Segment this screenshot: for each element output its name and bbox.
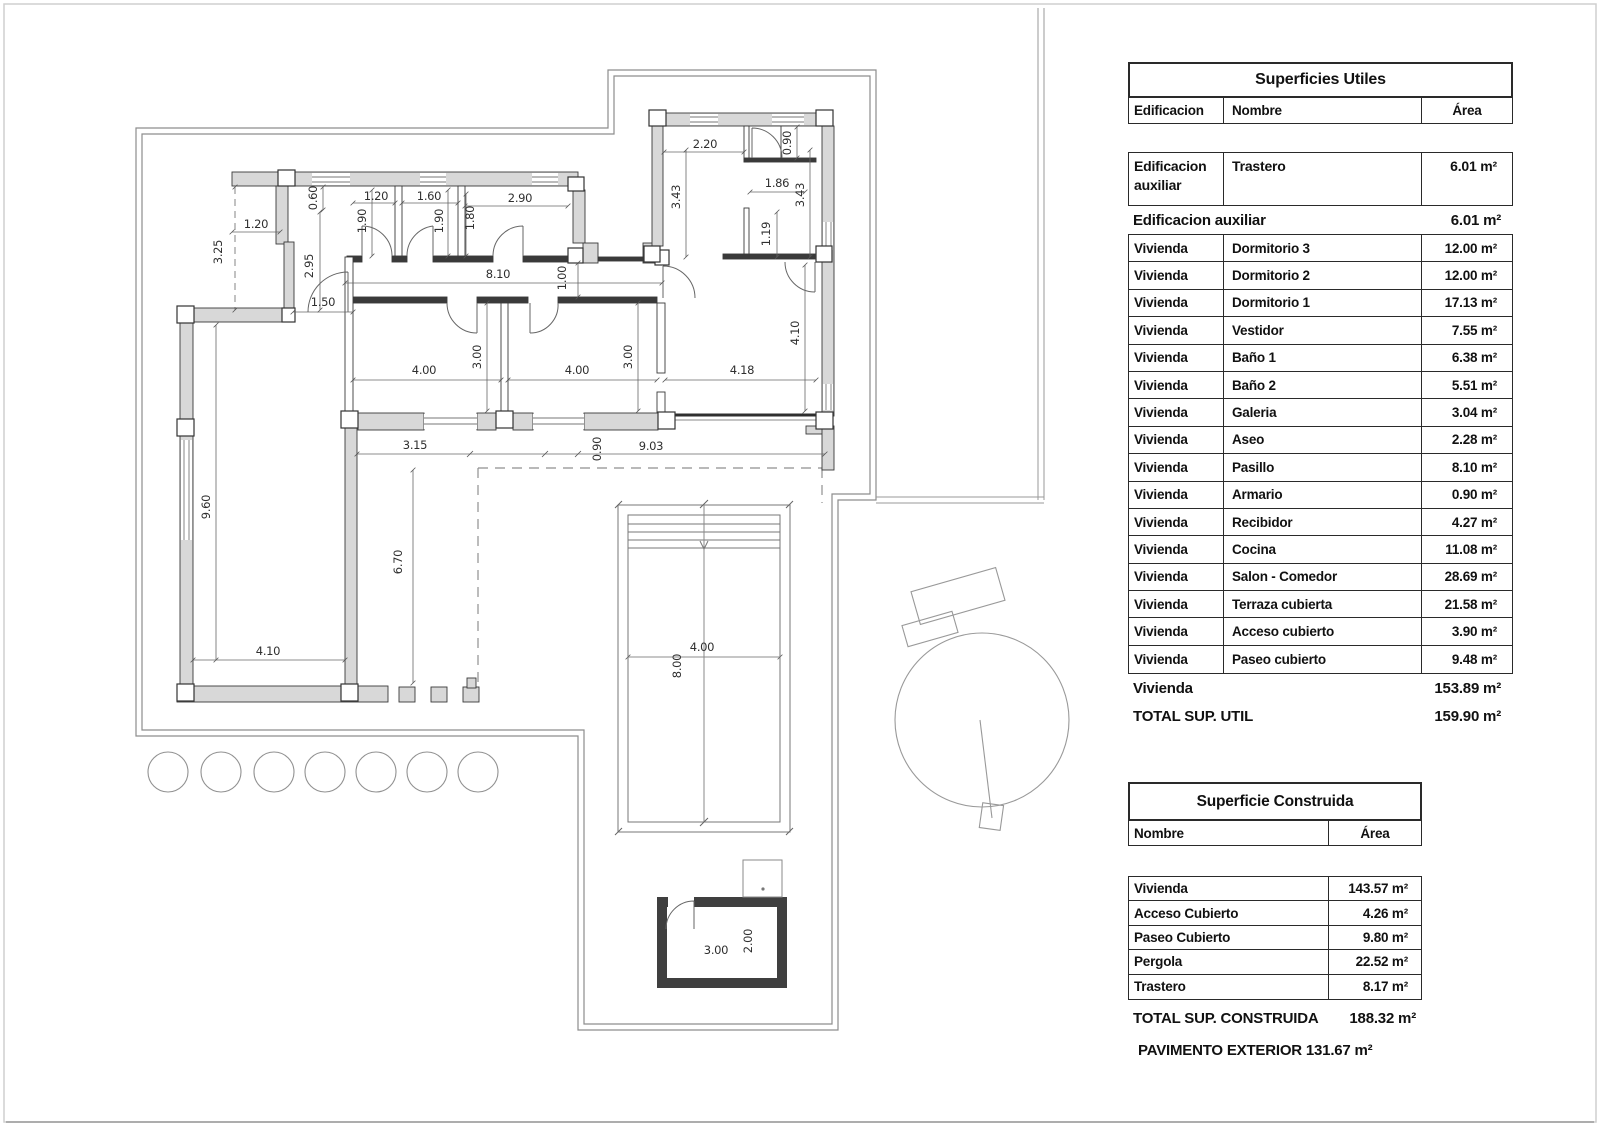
total-sup-util (1128, 702, 1513, 730)
table-header (1128, 821, 1422, 846)
cell-area: 7.55 m² (1421, 317, 1512, 343)
cell-edificacion: Vivienda (1134, 268, 1188, 284)
dimension-label: 9.60 (199, 494, 213, 520)
table-row (1129, 454, 1512, 481)
dimension-label: 1.20 (363, 189, 389, 203)
cell-area: 9.48 m² (1421, 646, 1512, 673)
cell-area: 3.04 m² (1421, 399, 1512, 425)
dimension-label: 4.10 (788, 320, 802, 346)
cell-edificacion: Vivienda (1134, 541, 1188, 557)
dimension-label: 1.90 (355, 208, 369, 234)
table-row (1129, 372, 1512, 399)
dimension-label: 1.20 (243, 217, 269, 231)
dimension-label: 3.15 (402, 438, 428, 452)
table-title: Superficies Utiles (1128, 62, 1513, 98)
col-header-nombre: Nombre (1134, 825, 1184, 841)
total-value: 188.32 m² (1349, 1010, 1416, 1028)
cell-area: 6.01 m² (1421, 153, 1512, 205)
cell-area: 9.80 m² (1328, 926, 1421, 949)
cell-nombre: Baño 1 (1223, 345, 1421, 371)
cell-nombre: Cocina (1223, 536, 1421, 562)
dimension-label: 1.50 (310, 295, 336, 309)
cell-nombre: Trastero (1134, 979, 1186, 995)
cell-edificacion: Edificacion auxiliar (1134, 158, 1207, 193)
cell-nombre: Vivienda (1134, 881, 1188, 897)
table-row (1129, 926, 1421, 950)
cell-area: 17.13 m² (1421, 290, 1512, 316)
dimension-label: 4.00 (689, 640, 715, 654)
cell-edificacion: Vivienda (1134, 350, 1188, 366)
round-terrace (895, 568, 1069, 831)
col-header-nombre: Nombre (1223, 98, 1421, 123)
cell-area: 12.00 m² (1421, 235, 1512, 261)
table-header (1128, 98, 1513, 124)
cell-area: 22.52 m² (1328, 950, 1421, 973)
dimension-label: 2.20 (692, 137, 718, 151)
table-row (1129, 290, 1512, 317)
cell-area: 21.58 m² (1421, 591, 1512, 617)
dimension-label: 2.00 (741, 928, 755, 954)
cell-nombre: Terraza cubierta (1223, 591, 1421, 617)
cell-nombre: Salon - Comedor (1223, 564, 1421, 590)
cell-edificacion: Vivienda (1134, 295, 1188, 311)
subtotal-aux (1128, 206, 1513, 234)
cell-edificacion: Vivienda (1134, 432, 1188, 448)
cell-nombre: Baño 2 (1223, 372, 1421, 398)
table-row (1129, 901, 1421, 925)
dimension-label: 1.19 (759, 221, 773, 247)
dimension-label: 9.03 (638, 439, 664, 453)
cell-area: 11.08 m² (1421, 536, 1512, 562)
cell-edificacion: Vivienda (1134, 624, 1188, 640)
dimension-label: 1.90 (432, 208, 446, 234)
cell-area: 8.10 m² (1421, 454, 1512, 480)
dimension-label: 0.90 (780, 130, 794, 156)
cell-area: 0.90 m² (1421, 482, 1512, 508)
dimension-label: 3.00 (703, 943, 729, 957)
cell-nombre: Recibidor (1223, 509, 1421, 535)
cell-edificacion: Vivienda (1134, 240, 1188, 256)
dimension-label: 0.90 (590, 436, 604, 462)
subtotal-value: 6.01 m² (1450, 211, 1501, 229)
table-row (1129, 536, 1512, 563)
dimension-label: 2.95 (302, 253, 316, 279)
total-value: 159.90 m² (1434, 707, 1501, 725)
cell-area: 6.38 m² (1421, 345, 1512, 371)
subtotal-label: Vivienda (1133, 679, 1193, 697)
table-row (1129, 399, 1512, 426)
cell-edificacion: Vivienda (1134, 322, 1188, 338)
dimension-label: 3.00 (621, 344, 635, 370)
cell-area: 4.27 m² (1421, 509, 1512, 535)
utiles-rows (1128, 234, 1513, 674)
construida-rows (1128, 876, 1422, 1000)
trees (148, 752, 498, 792)
table-row-aux (1128, 152, 1513, 206)
house-walls (177, 113, 834, 702)
dimension-label: 2.90 (507, 191, 533, 205)
table-row (1129, 345, 1512, 372)
cell-edificacion: Vivienda (1134, 514, 1188, 530)
table-row (1129, 564, 1512, 591)
table-row (1129, 975, 1421, 999)
cell-nombre: Dormitorio 2 (1223, 262, 1421, 288)
dimension-label: 1.60 (416, 189, 442, 203)
cell-nombre: Pasillo (1223, 454, 1421, 480)
table-row (1129, 509, 1512, 536)
dimension-label: 1.00 (555, 265, 569, 291)
table-row (1129, 482, 1512, 509)
table-row (1129, 591, 1512, 618)
dimension-label: 6.70 (391, 549, 405, 575)
cell-area: 4.26 m² (1328, 901, 1421, 924)
cell-area: 143.57 m² (1328, 877, 1421, 900)
dimension-label: 8.10 (485, 267, 511, 281)
col-header-edificacion: Edificacion (1134, 103, 1204, 118)
table-superficie-construida (1128, 782, 1422, 1033)
table-title: Superficie Construida (1128, 782, 1422, 821)
trastero (657, 860, 787, 988)
cell-edificacion: Vivienda (1134, 652, 1188, 668)
cell-nombre: Acceso Cubierto (1134, 905, 1239, 921)
table-row (1129, 427, 1512, 454)
dimension-label: 3.25 (211, 239, 225, 265)
dimension-label: 0.60 (306, 185, 320, 211)
subtotal-vivienda (1128, 674, 1513, 702)
cell-edificacion: Vivienda (1134, 459, 1188, 475)
cell-nombre: Aseo (1223, 427, 1421, 453)
subtotal-label: Edificacion auxiliar (1133, 211, 1266, 229)
cell-edificacion: Vivienda (1134, 377, 1188, 393)
cell-nombre: Trastero (1223, 153, 1421, 205)
cell-nombre: Galeria (1223, 399, 1421, 425)
pool (615, 500, 793, 835)
dimension-label: 4.18 (729, 363, 755, 377)
dimension-label: 4.00 (564, 363, 590, 377)
table-row (1129, 317, 1512, 344)
cell-nombre: Paseo Cubierto (1134, 929, 1231, 945)
cell-nombre: Pergola (1134, 954, 1183, 970)
table-row (1129, 877, 1421, 901)
table-row (1129, 950, 1421, 974)
table-row (1129, 262, 1512, 289)
total-label: TOTAL SUP. CONSTRUIDA (1133, 1010, 1319, 1028)
dimension-label: 1.86 (764, 176, 790, 190)
pergola-outline (478, 468, 822, 684)
cell-area: 28.69 m² (1421, 564, 1512, 590)
col-header-area: Área (1328, 821, 1421, 845)
cell-edificacion: Vivienda (1134, 569, 1188, 585)
dimension-label: 3.00 (470, 344, 484, 370)
dimension-label: 4.00 (411, 363, 437, 377)
table-superficies-utiles (1128, 62, 1513, 730)
cell-nombre: Armario (1223, 482, 1421, 508)
dimension-label: 4.10 (255, 644, 281, 658)
cell-nombre: Vestidor (1223, 317, 1421, 343)
dimension-label: 8.00 (670, 653, 684, 679)
cell-nombre: Paseo cubierto (1223, 646, 1421, 673)
dimension-label: 3.43 (669, 184, 683, 210)
cell-area: 12.00 m² (1421, 262, 1512, 288)
cell-nombre: Dormitorio 1 (1223, 290, 1421, 316)
cell-area: 5.51 m² (1421, 372, 1512, 398)
subtotal-value: 153.89 m² (1434, 679, 1501, 697)
cell-area: 3.90 m² (1421, 618, 1512, 644)
pavimento-exterior-note: PAVIMENTO EXTERIOR 131.67 m² (1138, 1042, 1373, 1059)
dimension-label: 1.80 (463, 205, 477, 231)
table-row (1129, 618, 1512, 645)
parcel-lines (876, 8, 1044, 503)
cell-edificacion: Vivienda (1134, 487, 1188, 503)
table-row (1129, 646, 1512, 673)
col-header-area: Área (1421, 98, 1512, 123)
cell-edificacion: Vivienda (1134, 596, 1188, 612)
table-row (1129, 235, 1512, 262)
dimension-label: 3.43 (793, 182, 807, 208)
cell-nombre: Acceso cubierto (1223, 618, 1421, 644)
total-sup-construida (1128, 1005, 1422, 1033)
cell-edificacion: Vivienda (1134, 405, 1188, 421)
cell-area: 8.17 m² (1328, 975, 1421, 999)
cell-nombre: Dormitorio 3 (1223, 235, 1421, 261)
total-label: TOTAL SUP. UTIL (1133, 707, 1254, 725)
cell-area: 2.28 m² (1421, 427, 1512, 453)
